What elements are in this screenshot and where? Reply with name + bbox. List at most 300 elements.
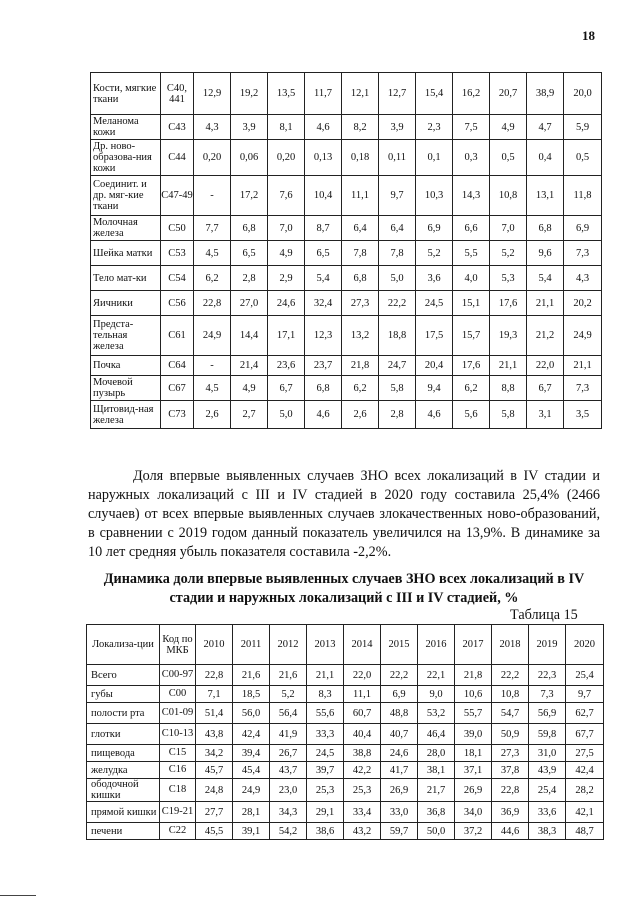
row-value: 21,2 bbox=[527, 316, 564, 356]
row-value: 24,5 bbox=[307, 745, 344, 762]
row-value: 43,7 bbox=[270, 762, 307, 779]
row-value: 5,8 bbox=[490, 401, 527, 429]
row-value: 37,1 bbox=[455, 762, 492, 779]
row-value: 33,3 bbox=[307, 724, 344, 745]
row-value: 21,6 bbox=[270, 665, 307, 686]
row-value: 10,3 bbox=[416, 176, 453, 216]
row-value: 8,3 bbox=[307, 686, 344, 703]
row-icd-code: С16 bbox=[160, 762, 196, 779]
row-value: 6,9 bbox=[416, 216, 453, 241]
row-value: 25,4 bbox=[566, 665, 604, 686]
row-value: 21,1 bbox=[307, 665, 344, 686]
row-value: 28,1 bbox=[233, 802, 270, 823]
row-value: 27,7 bbox=[196, 802, 233, 823]
table-row bbox=[91, 176, 602, 216]
row-localization: Тело мат-ки bbox=[91, 266, 161, 291]
row-value: 6,7 bbox=[268, 376, 305, 401]
table-row bbox=[91, 316, 602, 356]
row-value: 7,3 bbox=[564, 241, 602, 266]
row-value: 25,4 bbox=[529, 779, 566, 802]
row-localization: Всего bbox=[87, 665, 160, 686]
row-icd-code: С64 bbox=[161, 356, 194, 376]
row-value: 9,0 bbox=[418, 686, 455, 703]
row-value: 20,4 bbox=[416, 356, 453, 376]
row-value: 13,5 bbox=[268, 73, 305, 115]
header-year: 2011 bbox=[233, 625, 270, 665]
row-value: 26,9 bbox=[455, 779, 492, 802]
row-value: 20,0 bbox=[564, 73, 602, 115]
row-value: 9,7 bbox=[379, 176, 416, 216]
row-value: 27,3 bbox=[492, 745, 529, 762]
row-localization: Щитовид-ная железа bbox=[91, 401, 161, 429]
row-value: 23,6 bbox=[268, 356, 305, 376]
row-value: 7,0 bbox=[490, 216, 527, 241]
row-value: 22,8 bbox=[196, 665, 233, 686]
row-localization: Почка bbox=[91, 356, 161, 376]
row-value: 26,7 bbox=[270, 745, 307, 762]
row-value: 54,2 bbox=[270, 823, 307, 840]
row-value: 55,6 bbox=[307, 703, 344, 724]
table-row bbox=[87, 686, 604, 703]
row-icd-code: С00 bbox=[160, 686, 196, 703]
row-value: 38,8 bbox=[344, 745, 381, 762]
row-value: 54,7 bbox=[492, 703, 529, 724]
row-value: 59,8 bbox=[529, 724, 566, 745]
row-localization: Меланома кожи bbox=[91, 115, 161, 140]
row-value: 40,7 bbox=[381, 724, 418, 745]
row-value: 0,13 bbox=[305, 140, 342, 176]
row-value: 15,7 bbox=[453, 316, 490, 356]
row-localization: желудка bbox=[87, 762, 160, 779]
row-value: 5,0 bbox=[268, 401, 305, 429]
row-value: 6,7 bbox=[527, 376, 564, 401]
row-value: 22,0 bbox=[527, 356, 564, 376]
row-value: 60,7 bbox=[344, 703, 381, 724]
table-row bbox=[91, 241, 602, 266]
row-value: 3,9 bbox=[231, 115, 268, 140]
row-value: 0,5 bbox=[490, 140, 527, 176]
row-icd-code: С73 bbox=[161, 401, 194, 429]
page-number: 18 bbox=[582, 28, 595, 43]
row-localization: прямой кишки bbox=[87, 802, 160, 823]
row-icd-code: С00-97 bbox=[160, 665, 196, 686]
row-value: 51,4 bbox=[196, 703, 233, 724]
row-value: 7,5 bbox=[453, 115, 490, 140]
row-value: 9,7 bbox=[566, 686, 604, 703]
header-year: 2010 bbox=[196, 625, 233, 665]
row-icd-code: С61 bbox=[161, 316, 194, 356]
table-row bbox=[87, 745, 604, 762]
row-value: 5,6 bbox=[453, 401, 490, 429]
table-row bbox=[91, 356, 602, 376]
row-value: 45,4 bbox=[233, 762, 270, 779]
row-icd-code: С44 bbox=[161, 140, 194, 176]
row-value: 8,2 bbox=[342, 115, 379, 140]
row-value: 21,8 bbox=[455, 665, 492, 686]
row-localization: Соединит. и др. мяг-кие ткани bbox=[91, 176, 161, 216]
row-value: 24,6 bbox=[381, 745, 418, 762]
row-icd-code: С56 bbox=[161, 291, 194, 316]
row-value: 36,8 bbox=[418, 802, 455, 823]
row-value: 6,8 bbox=[527, 216, 564, 241]
row-value: 3,9 bbox=[379, 115, 416, 140]
row-value: 2,8 bbox=[379, 401, 416, 429]
table-row bbox=[87, 762, 604, 779]
row-value: 5,8 bbox=[379, 376, 416, 401]
row-value: 8,7 bbox=[305, 216, 342, 241]
row-value: 28,0 bbox=[418, 745, 455, 762]
row-value: 7,7 bbox=[194, 216, 231, 241]
header-year: 2012 bbox=[270, 625, 307, 665]
row-value: 2,8 bbox=[231, 266, 268, 291]
row-value: 5,2 bbox=[270, 686, 307, 703]
row-icd-code: С53 bbox=[161, 241, 194, 266]
row-icd-code: С19-21 bbox=[160, 802, 196, 823]
row-icd-code: С47-49 bbox=[161, 176, 194, 216]
row-value: 4,9 bbox=[268, 241, 305, 266]
row-value: 5,4 bbox=[527, 266, 564, 291]
row-value: 12,9 bbox=[194, 73, 231, 115]
row-icd-code: С01-09 bbox=[160, 703, 196, 724]
row-value: 3,5 bbox=[564, 401, 602, 429]
row-localization: пищевода bbox=[87, 745, 160, 762]
row-value: 31,0 bbox=[529, 745, 566, 762]
row-value: 7,6 bbox=[268, 176, 305, 216]
row-value: 55,7 bbox=[455, 703, 492, 724]
row-value: 2,6 bbox=[342, 401, 379, 429]
row-localization: полости рта bbox=[87, 703, 160, 724]
table-row bbox=[91, 266, 602, 291]
row-value: 8,1 bbox=[268, 115, 305, 140]
row-value: 27,0 bbox=[231, 291, 268, 316]
row-value: 45,5 bbox=[196, 823, 233, 840]
row-value: 22,2 bbox=[492, 665, 529, 686]
row-value: 6,4 bbox=[379, 216, 416, 241]
row-value: 18,1 bbox=[455, 745, 492, 762]
header-localization: Локализа-ции bbox=[87, 625, 160, 665]
row-value: 24,9 bbox=[194, 316, 231, 356]
table-row bbox=[87, 779, 604, 802]
row-value: 6,6 bbox=[453, 216, 490, 241]
table-row bbox=[87, 724, 604, 745]
row-value: 10,8 bbox=[490, 176, 527, 216]
row-icd-code: С18 bbox=[160, 779, 196, 802]
row-icd-code: С67 bbox=[161, 376, 194, 401]
row-value: 14,3 bbox=[453, 176, 490, 216]
row-value: 0,20 bbox=[268, 140, 305, 176]
row-value: 6,8 bbox=[231, 216, 268, 241]
row-value: 7,3 bbox=[529, 686, 566, 703]
row-value: 16,2 bbox=[453, 73, 490, 115]
table-15-label: Таблица 15 bbox=[510, 607, 578, 623]
row-value: 6,9 bbox=[564, 216, 602, 241]
row-value: 38,6 bbox=[307, 823, 344, 840]
header-year: 2018 bbox=[492, 625, 529, 665]
row-icd-code: С40, 441 bbox=[161, 73, 194, 115]
row-localization: Шейка матки bbox=[91, 241, 161, 266]
row-value: 6,8 bbox=[305, 376, 342, 401]
row-value: 36,9 bbox=[492, 802, 529, 823]
row-value: 5,3 bbox=[490, 266, 527, 291]
row-value: 42,4 bbox=[233, 724, 270, 745]
row-value: 22,2 bbox=[379, 291, 416, 316]
row-value: 24,7 bbox=[379, 356, 416, 376]
header-year: 2014 bbox=[344, 625, 381, 665]
row-value: 5,2 bbox=[416, 241, 453, 266]
row-value: 38,3 bbox=[529, 823, 566, 840]
header-year: 2016 bbox=[418, 625, 455, 665]
row-value: 3,6 bbox=[416, 266, 453, 291]
row-localization: Мочевой пузырь bbox=[91, 376, 161, 401]
row-value: 5,2 bbox=[490, 241, 527, 266]
row-value: 42,4 bbox=[566, 762, 604, 779]
footer-divider bbox=[0, 895, 36, 896]
row-value: 37,2 bbox=[455, 823, 492, 840]
row-value: 17,6 bbox=[453, 356, 490, 376]
table-row bbox=[91, 73, 602, 115]
row-value: 7,8 bbox=[342, 241, 379, 266]
row-value: 6,2 bbox=[194, 266, 231, 291]
table-row bbox=[91, 401, 602, 429]
row-value: 48,7 bbox=[566, 823, 604, 840]
row-value: 32,4 bbox=[305, 291, 342, 316]
row-value: 11,1 bbox=[342, 176, 379, 216]
row-value: 62,7 bbox=[566, 703, 604, 724]
row-value: 4,6 bbox=[416, 401, 453, 429]
row-value: 22,0 bbox=[344, 665, 381, 686]
row-value: 10,4 bbox=[305, 176, 342, 216]
row-value: 0,3 bbox=[453, 140, 490, 176]
row-value: 23,7 bbox=[305, 356, 342, 376]
row-value: 4,3 bbox=[564, 266, 602, 291]
table-row bbox=[91, 291, 602, 316]
table-15 bbox=[86, 624, 604, 840]
row-value: 18,5 bbox=[233, 686, 270, 703]
header-year: 2020 bbox=[566, 625, 604, 665]
table-row bbox=[91, 115, 602, 140]
row-value: 56,4 bbox=[270, 703, 307, 724]
row-value: 11,1 bbox=[344, 686, 381, 703]
row-value: 17,1 bbox=[268, 316, 305, 356]
row-value: 43,8 bbox=[196, 724, 233, 745]
row-value: 13,2 bbox=[342, 316, 379, 356]
row-value: 4,3 bbox=[194, 115, 231, 140]
row-value: 5,9 bbox=[564, 115, 602, 140]
table-row bbox=[91, 376, 602, 401]
table-incidence-continued bbox=[90, 72, 602, 429]
row-value: 9,6 bbox=[527, 241, 564, 266]
row-value: 2,6 bbox=[194, 401, 231, 429]
row-value: 0,06 bbox=[231, 140, 268, 176]
row-localization: Молочная железа bbox=[91, 216, 161, 241]
row-value: 19,3 bbox=[490, 316, 527, 356]
row-localization: глотки bbox=[87, 724, 160, 745]
row-localization: печени bbox=[87, 823, 160, 840]
row-value: 21,1 bbox=[527, 291, 564, 316]
row-value: 42,2 bbox=[344, 762, 381, 779]
row-value: 2,9 bbox=[268, 266, 305, 291]
row-value: 5,5 bbox=[453, 241, 490, 266]
row-value: 33,4 bbox=[344, 802, 381, 823]
table-15-header-row bbox=[87, 625, 604, 665]
table-row bbox=[91, 216, 602, 241]
row-value: 56,0 bbox=[233, 703, 270, 724]
row-value: 6,8 bbox=[342, 266, 379, 291]
row-value: 12,1 bbox=[342, 73, 379, 115]
row-icd-code: С43 bbox=[161, 115, 194, 140]
row-value: 12,7 bbox=[379, 73, 416, 115]
row-value: 6,9 bbox=[381, 686, 418, 703]
row-value: - bbox=[194, 356, 231, 376]
row-value: 24,8 bbox=[196, 779, 233, 802]
row-value: 6,2 bbox=[342, 376, 379, 401]
row-value: 20,7 bbox=[490, 73, 527, 115]
row-value: 4,9 bbox=[231, 376, 268, 401]
row-value: 34,0 bbox=[455, 802, 492, 823]
row-value: 5,0 bbox=[379, 266, 416, 291]
row-value: 8,8 bbox=[490, 376, 527, 401]
row-value: 21,6 bbox=[233, 665, 270, 686]
row-value: 40,4 bbox=[344, 724, 381, 745]
row-value: 0,4 bbox=[527, 140, 564, 176]
row-value: 43,2 bbox=[344, 823, 381, 840]
row-icd-code: С22 bbox=[160, 823, 196, 840]
row-value: 33,0 bbox=[381, 802, 418, 823]
row-value: 15,1 bbox=[453, 291, 490, 316]
row-value: 41,9 bbox=[270, 724, 307, 745]
row-value: 0,18 bbox=[342, 140, 379, 176]
row-value: 6,4 bbox=[342, 216, 379, 241]
row-value: 39,1 bbox=[233, 823, 270, 840]
row-value: 41,7 bbox=[381, 762, 418, 779]
row-value: 0,1 bbox=[416, 140, 453, 176]
row-value: 23,0 bbox=[270, 779, 307, 802]
row-value: 59,7 bbox=[381, 823, 418, 840]
row-value: 17,2 bbox=[231, 176, 268, 216]
row-value: 13,1 bbox=[527, 176, 564, 216]
row-value: 21,4 bbox=[231, 356, 268, 376]
row-value: 3,1 bbox=[527, 401, 564, 429]
row-value: 20,2 bbox=[564, 291, 602, 316]
row-icd-code: С54 bbox=[161, 266, 194, 291]
table-15-title: Динамика доли впервые выявленных случаев ЗНО всех локализаций в IV стадии и наружных локализаций с III и IV стадией, % bbox=[103, 571, 585, 606]
row-value: 21,1 bbox=[564, 356, 602, 376]
row-value: 0,20 bbox=[194, 140, 231, 176]
row-value: 39,0 bbox=[455, 724, 492, 745]
row-value: 22,8 bbox=[194, 291, 231, 316]
row-value: 2,3 bbox=[416, 115, 453, 140]
row-value: 67,7 bbox=[566, 724, 604, 745]
table-row bbox=[87, 802, 604, 823]
row-value: 21,7 bbox=[418, 779, 455, 802]
row-value: 0,5 bbox=[564, 140, 602, 176]
row-value: 7,0 bbox=[268, 216, 305, 241]
header-year: 2015 bbox=[381, 625, 418, 665]
row-value: 7,3 bbox=[564, 376, 602, 401]
row-value: 24,9 bbox=[233, 779, 270, 802]
row-value: 6,5 bbox=[305, 241, 342, 266]
row-value: 2,7 bbox=[231, 401, 268, 429]
row-value: 15,4 bbox=[416, 73, 453, 115]
row-value: 43,9 bbox=[529, 762, 566, 779]
row-value: 29,1 bbox=[307, 802, 344, 823]
row-value: 34,2 bbox=[196, 745, 233, 762]
row-value: 0,11 bbox=[379, 140, 416, 176]
row-value: 6,5 bbox=[231, 241, 268, 266]
row-value: 27,3 bbox=[342, 291, 379, 316]
row-value: 4,7 bbox=[527, 115, 564, 140]
table-row bbox=[91, 140, 602, 176]
row-value: 24,5 bbox=[416, 291, 453, 316]
row-value: 26,9 bbox=[381, 779, 418, 802]
row-value: 22,3 bbox=[529, 665, 566, 686]
row-localization: Яичники bbox=[91, 291, 161, 316]
row-value: 10,8 bbox=[492, 686, 529, 703]
row-value: 21,8 bbox=[342, 356, 379, 376]
row-value: 37,8 bbox=[492, 762, 529, 779]
row-value: 39,4 bbox=[233, 745, 270, 762]
row-value: 18,8 bbox=[379, 316, 416, 356]
summary-paragraph: Доля впервые выявленных случаев ЗНО всех локализаций в IV стадии и наружных локализаций с III и IV стадией в 2020 году составила 25,4% (2466 случаев) от всех впервые выявленных случаев злокачественных ново-образований, в сравнении с 2019 годом данный показатель увеличился на 13,9%. В динамике за 10 лет средняя убыль показателя составила -2,2%. bbox=[88, 468, 600, 560]
row-value: 4,6 bbox=[305, 401, 342, 429]
row-value: 28,2 bbox=[566, 779, 604, 802]
table-row bbox=[87, 665, 604, 686]
row-value: 38,1 bbox=[418, 762, 455, 779]
row-value: 17,6 bbox=[490, 291, 527, 316]
row-value: 39,7 bbox=[307, 762, 344, 779]
row-value: 22,1 bbox=[418, 665, 455, 686]
row-value: 25,3 bbox=[344, 779, 381, 802]
row-value: 24,6 bbox=[268, 291, 305, 316]
header-year: 2019 bbox=[529, 625, 566, 665]
row-value: 11,8 bbox=[564, 176, 602, 216]
row-value: 24,9 bbox=[564, 316, 602, 356]
row-value: 7,1 bbox=[196, 686, 233, 703]
row-value: 9,4 bbox=[416, 376, 453, 401]
row-value: 25,3 bbox=[307, 779, 344, 802]
row-localization: ободочной кишки bbox=[87, 779, 160, 802]
row-value: 53,2 bbox=[418, 703, 455, 724]
row-value: 44,6 bbox=[492, 823, 529, 840]
row-value: 4,5 bbox=[194, 241, 231, 266]
row-value: 27,5 bbox=[566, 745, 604, 762]
row-value: 42,1 bbox=[566, 802, 604, 823]
row-value: 22,8 bbox=[492, 779, 529, 802]
row-icd-code: С10-13 bbox=[160, 724, 196, 745]
table-row bbox=[87, 823, 604, 840]
row-value: 46,4 bbox=[418, 724, 455, 745]
row-value: 34,3 bbox=[270, 802, 307, 823]
row-value: 10,6 bbox=[455, 686, 492, 703]
table-row bbox=[87, 703, 604, 724]
row-value: 45,7 bbox=[196, 762, 233, 779]
row-value: 12,3 bbox=[305, 316, 342, 356]
row-value: 19,2 bbox=[231, 73, 268, 115]
header-code: Код по МКБ bbox=[160, 625, 196, 665]
row-value: 50,0 bbox=[418, 823, 455, 840]
row-value: 5,4 bbox=[305, 266, 342, 291]
header-year: 2013 bbox=[307, 625, 344, 665]
row-icd-code: С50 bbox=[161, 216, 194, 241]
row-localization: губы bbox=[87, 686, 160, 703]
row-value: 4,5 bbox=[194, 376, 231, 401]
row-value: 22,2 bbox=[381, 665, 418, 686]
row-value: 33,6 bbox=[529, 802, 566, 823]
row-localization: Предста-тельная железа bbox=[91, 316, 161, 356]
row-value: 17,5 bbox=[416, 316, 453, 356]
row-value: 11,7 bbox=[305, 73, 342, 115]
row-localization: Кости, мягкие ткани bbox=[91, 73, 161, 115]
